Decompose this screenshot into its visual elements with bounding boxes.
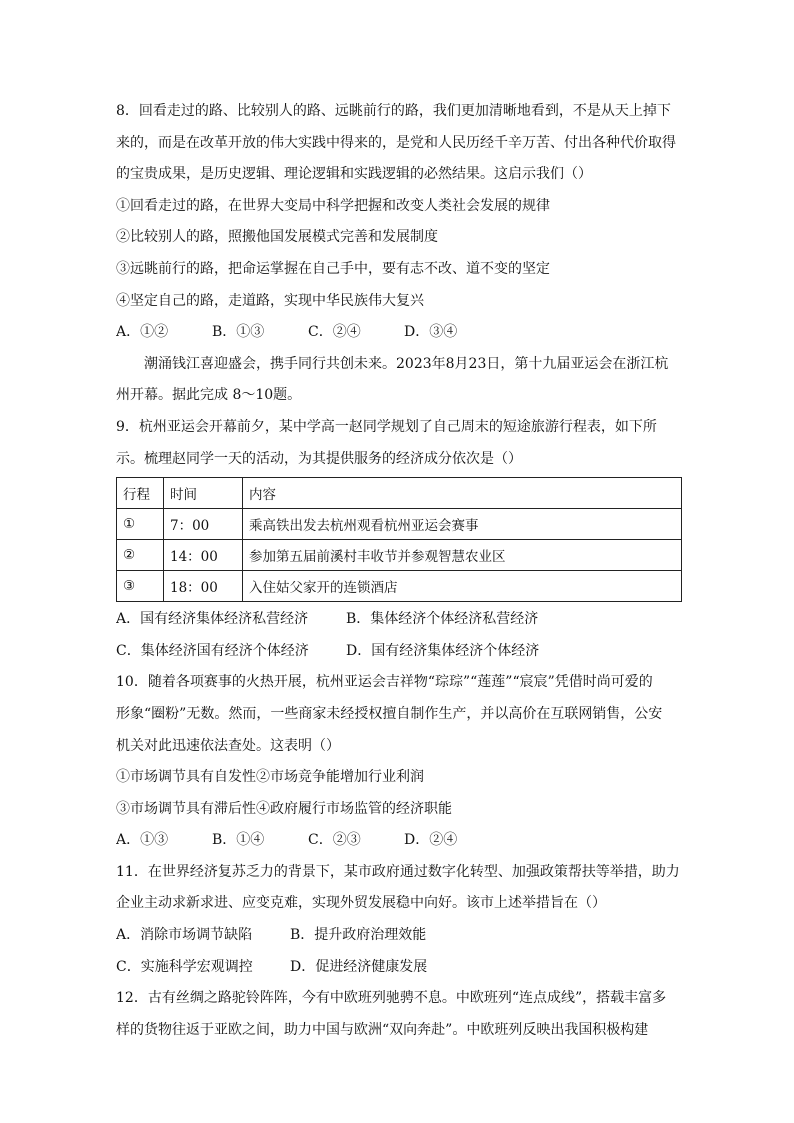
question-10-stem-line: 10．随着各项赛事的火热开展，杭州亚运会吉祥物“琮琮”“莲莲”“宸宸”凭借时尚可爱的 — [116, 674, 653, 691]
page-content — [116, 96, 686, 1046]
intro-line: 潮涌钱江喜迎盛会，携手同行共创未来。2023年8月23日，第十九届亚运会在浙江杭 — [144, 355, 669, 372]
option-c: C．实施科学宏观调控 — [116, 958, 253, 975]
itinerary-table — [116, 477, 682, 602]
header-cell: 时间 — [164, 478, 243, 509]
question-12 — [116, 983, 686, 1046]
option-b: B．①④ — [212, 832, 265, 849]
option-a: A．①② — [116, 324, 169, 341]
question-12-stem-line: 样的货物往返于亚欧之间，助力中国与欧洲“双向奔赴”。中欧班列反映出我国积极构建 — [116, 1021, 649, 1038]
table-cell: 乘高铁出发去杭州观看杭州亚运会赛事 — [243, 509, 682, 540]
question-9-options-row — [116, 604, 686, 636]
question-10-statement: ①市场调节具有自发性②市场竞争能增加行业利润 — [116, 769, 424, 786]
table-row — [117, 509, 682, 540]
option-b: B．①③ — [212, 324, 265, 341]
table-cell: 7：00 — [164, 509, 243, 540]
header-cell: 行程 — [117, 478, 164, 509]
option-a: A．国有经济集体经济私营经济 — [116, 611, 309, 628]
question-8-statement: ④坚定自己的路，走道路，实现中华民族伟大复兴 — [116, 292, 424, 309]
table-cell: ① — [117, 509, 164, 540]
option-d: D．国有经济集体经济个体经济 — [346, 642, 540, 659]
question-9-stem-line: 9．杭州亚运会开幕前夕，某中学高一赵同学规划了自己周末的短途旅游行程表，如下所 — [116, 418, 657, 435]
question-9-stem-line: 示。梳理赵同学一天的活动，为其提供服务的经济成分依次是（） — [116, 450, 522, 467]
question-10-statement: ③市场调节具有滞后性④政府履行市场监管的经济职能 — [116, 800, 452, 817]
option-d: D．促进经济健康发展 — [290, 958, 428, 975]
intro-line: 州开幕。据此完成 8～10题。 — [116, 387, 302, 404]
material-intro — [116, 349, 686, 412]
question-9-options-row — [116, 636, 686, 668]
table-cell: 18：00 — [164, 571, 243, 602]
question-12-stem-line: 12．古有丝绸之路驼铃阵阵，今有中欧班列驰骋不息。中欧班列“连点成线”，搭载丰富多 — [116, 990, 667, 1007]
option-b: B．集体经济个体经济私营经济 — [346, 611, 539, 628]
option-c: C．②④ — [308, 324, 361, 341]
question-11 — [116, 857, 686, 983]
table-row — [117, 571, 682, 602]
question-10-options — [116, 825, 686, 857]
table-cell: 参加第五届前溪村丰收节并参观智慧农业区 — [243, 540, 682, 571]
option-a: A．消除市场调节缺陷 — [116, 927, 253, 944]
question-11-stem-line: 11．在世界经济复苏乏力的背景下，某市政府通过数字化转型、加强政策帮扶等举措，助力 — [116, 863, 680, 880]
table-header-row — [117, 478, 682, 509]
question-11-options-row — [116, 920, 686, 952]
option-c: C．集体经济国有经济个体经济 — [116, 642, 309, 659]
table-cell: 入住姑父家开的连锁酒店 — [243, 571, 682, 602]
table-cell: ③ — [117, 571, 164, 602]
question-8-options — [116, 317, 686, 349]
option-a: A．①③ — [116, 832, 169, 849]
option-d: D．②④ — [404, 832, 458, 849]
table-cell: 14：00 — [164, 540, 243, 571]
option-d: D．③④ — [404, 324, 458, 341]
question-8 — [116, 96, 686, 349]
option-c: C．②③ — [308, 832, 361, 849]
question-10-stem-line: 形象“圈粉”无数。然而，一些商家未经授权擅自制作生产，并以高价在互联网销售，公安 — [116, 705, 663, 722]
question-8-statement: ②比较别人的路，照搬他国发展模式完善和发展制度 — [116, 229, 438, 246]
question-8-stem-line: 来的，而是在改革开放的伟大实践中得来的，是党和人民历经千辛万苦、付出各种代价取得 — [116, 134, 676, 151]
question-9 — [116, 412, 686, 667]
table-cell: ② — [117, 540, 164, 571]
question-10 — [116, 667, 686, 857]
question-11-stem-line: 企业主动求新求进、应变克难，实现外贸发展稳中向好。该市上述举措旨在（） — [116, 895, 606, 912]
question-8-stem-line: 的宝贵成果，是历史逻辑、理论逻辑和实践逻辑的必然结果。这启示我们（） — [116, 166, 592, 183]
header-cell: 内容 — [243, 478, 682, 509]
option-b: B．提升政府治理效能 — [290, 927, 427, 944]
question-8-statement: ①回看走过的路，在世界大变局中科学把握和改变人类社会发展的规律 — [116, 197, 550, 214]
question-11-options-row — [116, 952, 686, 984]
question-10-stem-line: 机关对此迅速依法查处。这表明（） — [116, 737, 340, 754]
question-8-stem-line: 8．回看走过的路、比较别人的路、远眺前行的路，我们更加清晰地看到，不是从天上掉下 — [116, 103, 671, 119]
question-8-statement: ③远眺前行的路，把命运掌握在自己手中，要有志不改、道不变的坚定 — [116, 260, 550, 277]
table-row — [117, 540, 682, 571]
